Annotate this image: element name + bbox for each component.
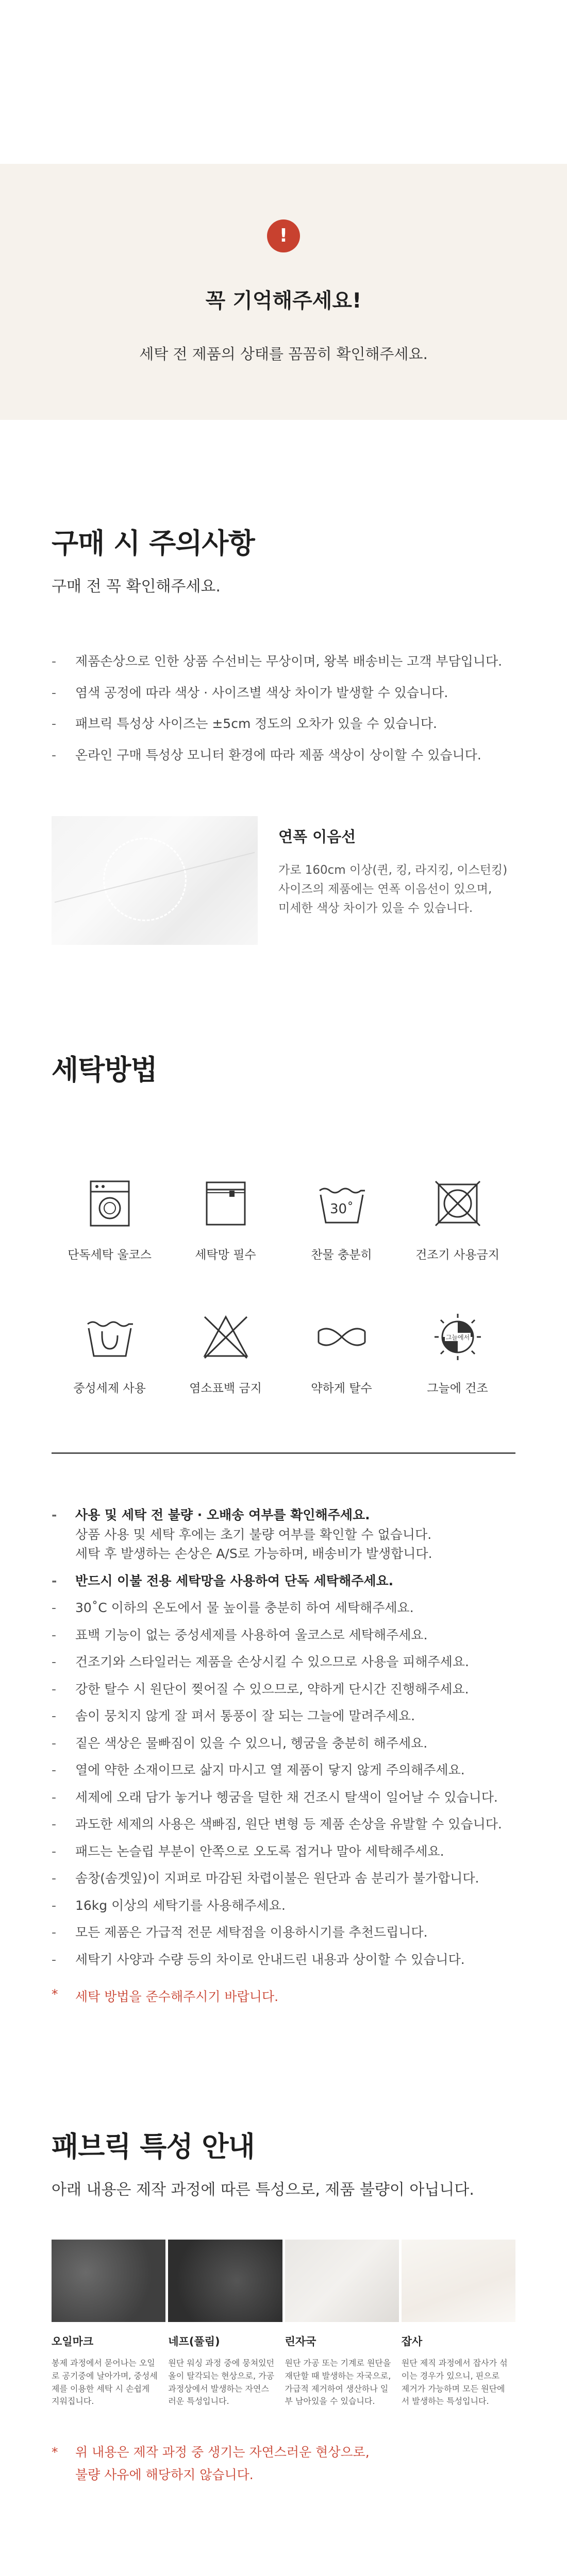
fabric-note-line: 위 내용은 제작 과정 중 생기는 자연스러운 현상으로, [75, 2445, 370, 2460]
list-item [52, 1842, 515, 1861]
notice-banner [0, 164, 567, 420]
care-icon-label: 염소표백 금지 [189, 1382, 262, 1395]
care-icon-cell [52, 1309, 168, 1396]
section-title: 구매 시 주의사항 [52, 527, 255, 560]
purchase-caution-section [0, 420, 567, 945]
no-bleach-icon [197, 1309, 254, 1365]
list-item-text: 과도한 세제의 사용은 색빠짐, 원단 변형 등 제품 손상을 유발할 수 있습니다. [75, 1817, 502, 1832]
purchase-caution-list [52, 652, 515, 765]
care-icon-cell [168, 1175, 284, 1262]
care-icon-label: 단독세탁 울코스 [68, 1248, 152, 1262]
seam-line-text: 가로 160cm 이상(퀸, 킹, 라지킹, 이스턴킹) [278, 863, 508, 877]
care-icon-cell [399, 1175, 515, 1262]
no-tumble-dry-icon [429, 1175, 486, 1232]
fabric-card-description: 원단 가공 또는 기계로 원단을 재단할 때 발생하는 자국으로, 가급적 제거하여 생산하나 일부 남아있을 수 있습니다. [285, 2358, 391, 2406]
list-item-text: 표백 기능이 없는 중성세제를 사용하여 울코스로 세탁해주세요. [75, 1627, 428, 1642]
care-icon-label: 약하게 탈수 [311, 1382, 372, 1395]
care-icon-label: 그늘에 건조 [427, 1382, 488, 1395]
notice-title: 꼭 기억해주세요! [205, 289, 362, 313]
laundry-net-icon [197, 1175, 254, 1232]
wash-30-icon [313, 1175, 370, 1232]
list-item [52, 1896, 515, 1916]
list-item-text: 열에 약한 소재이므로 삶지 마시고 열 제품이 닿지 않게 주의해주세요. [75, 1762, 465, 1777]
fabric-card-description: 원단 제직 과정에서 잡사가 섞이는 경우가 있으니, 핀으로 제거가 가능하며 모든 원단에서 발생하는 특성입니다. [401, 2358, 508, 2406]
exclamation-icon: ! [267, 219, 300, 252]
list-item [52, 1598, 515, 1618]
list-item: - 온라인 구매 특성상 모니터 환경에 따라 제품 색상이 상이할 수 있습니다. [52, 745, 515, 765]
section-title: 패브릭 특성 안내 [52, 2130, 255, 2163]
list-item-text: 솜창(솜겟잎)이 지퍼로 마감된 차렵이불은 원단과 솜 분리가 불가합니다. [75, 1871, 479, 1886]
care-icon-cell [52, 1175, 168, 1262]
fabric-card-title: 잡사 [401, 2335, 423, 2348]
list-item: - 제품손상으로 인한 상품 수선비는 무상이며, 왕복 배송비는 고객 부담입니다. [52, 652, 515, 671]
list-item-text: 사용 및 세탁 전 불량 · 오배송 여부를 확인해주세요. [75, 1507, 370, 1522]
care-icon-label: 건조기 사용금지 [415, 1248, 499, 1262]
seam-photo [52, 816, 258, 945]
care-icon-label: 찬물 충분히 [311, 1248, 372, 1262]
fabric-characteristics-section [0, 2005, 567, 2486]
list-item-text: 건조기와 스타일러는 제품을 손상시킬 수 있으므로 사용을 피해주세요. [75, 1654, 469, 1669]
fabric-card-description: 원단 워싱 과정 중에 뭉쳐있던 올이 탈각되는 현상으로, 가공 과정상에서 발생하는 자연스러운 특성입니다. [168, 2358, 275, 2406]
washing-note: * 세탁 방법을 준수해주시기 바랍니다. [52, 1987, 515, 2005]
care-icon-cell [399, 1309, 515, 1396]
list-item [52, 1625, 515, 1645]
list-item-text: 강한 탈수 시 원단이 찢어질 수 있으므로, 약하게 단시간 진행해주세요. [75, 1681, 469, 1697]
list-item [52, 1788, 515, 1807]
fabric-card [52, 2240, 165, 2408]
top-blank-area [0, 0, 567, 164]
oil-mark-photo [52, 2240, 165, 2322]
fabric-card-title: 네프(풀림) [168, 2335, 220, 2348]
list-item [52, 1869, 515, 1888]
seam-line-text: 미세한 색상 차이가 있을 수 있습니다. [278, 901, 473, 915]
care-icons-grid [52, 1175, 515, 1396]
list-item-text: 패드는 논슬립 부분이 안쪽으로 오도록 접거나 말아 세탁해주세요. [75, 1843, 444, 1859]
divider [52, 1452, 515, 1454]
fabric-card [168, 2240, 282, 2408]
list-item [52, 1815, 515, 1834]
stray-thread-photo [402, 2240, 515, 2322]
list-item-text: 짙은 색상은 물빠짐이 있을 수 있으니, 헹굼을 충분히 해주세요. [75, 1735, 428, 1751]
washing-machine-icon [81, 1175, 138, 1232]
list-item-text: 16kg 이상의 세탁기를 사용해주세요. [75, 1897, 286, 1913]
care-icon-label: 세탁망 필수 [195, 1248, 256, 1262]
fabric-note-line: 불량 사유에 해당하지 않습니다. [75, 2467, 254, 2482]
seam-line-text: 사이즈의 제품에는 연폭 이음선이 있으며, [278, 882, 492, 896]
notice-text: 세탁 전 제품의 상태를 꼼꼼히 확인해주세요. [139, 345, 428, 363]
list-item [52, 1706, 515, 1726]
shade-dry-text: 그늘에서 [445, 1334, 470, 1341]
section-subtitle: 아래 내용은 제작 과정에 따른 특성으로, 제품 불량이 아닙니다. [52, 2181, 474, 2199]
fabric-card-title: 린자국 [285, 2335, 316, 2348]
seam-title: 연폭 이음선 [278, 828, 356, 845]
fabric-note [52, 2441, 515, 2486]
seam-info [52, 816, 515, 945]
seam-description [278, 861, 507, 918]
fabric-card [402, 2240, 515, 2408]
list-item [52, 1571, 515, 1591]
washing-method-section [0, 945, 567, 2005]
care-icon-label: 중성세제 사용 [73, 1382, 146, 1395]
care-icon-cell [284, 1175, 399, 1262]
gentle-wring-icon [313, 1309, 370, 1365]
pin-mark-photo [285, 2240, 399, 2322]
shade-dry-icon [429, 1309, 486, 1365]
list-item-text: 30˚C 이하의 온도에서 물 높이를 충분히 하여 세탁해주세요. [75, 1600, 414, 1615]
fabric-cards [52, 2240, 515, 2408]
washing-instructions-list [52, 1505, 515, 1969]
list-item-text: 반드시 이불 전용 세탁망을 사용하여 단독 세탁해주세요. [75, 1573, 394, 1588]
wash-temperature-text: 30˚ [329, 1201, 354, 1217]
seam-highlight-circle [103, 838, 187, 921]
list-item-text: 세제에 오래 담가 놓거나 헹굼을 덜한 채 건조시 탈색이 일어날 수 있습니다. [75, 1789, 498, 1805]
section-subtitle: 구매 전 꼭 확인해주세요. [52, 578, 221, 596]
list-item-subtext: 세탁 후 발생하는 손상은 A/S로 가능하며, 배송비가 발생합니다. [75, 1546, 432, 1561]
list-item-text: 솜이 뭉치지 않게 잘 펴서 통풍이 잘 되는 그늘에 말려주세요. [75, 1708, 415, 1723]
list-item [52, 1505, 515, 1564]
care-icon-cell [284, 1309, 399, 1396]
list-item: - 패브릭 특성상 사이즈는 ±5cm 정도의 오차가 있을 수 있습니다. [52, 714, 515, 734]
neutral-detergent-icon [81, 1309, 138, 1365]
list-item [52, 1923, 515, 1942]
list-item-subtext: 상품 사용 및 세탁 후에는 초기 불량 여부를 확인할 수 없습니다. [75, 1527, 432, 1542]
list-item [52, 1652, 515, 1672]
list-item [52, 1760, 515, 1780]
fabric-card [285, 2240, 399, 2408]
fabric-card-title: 오일마크 [52, 2335, 94, 2348]
list-item-text: 세탁기 사양과 수량 등의 차이로 안내드린 내용과 상이할 수 있습니다. [75, 1952, 465, 1967]
list-item [52, 1680, 515, 1699]
list-item-text: 모든 제품은 가급적 전문 세탁점을 이용하시기를 추천드립니다. [75, 1925, 428, 1940]
nep-photo [168, 2240, 282, 2322]
list-item [52, 1950, 515, 1970]
list-item: - 염색 공정에 따라 색상 · 사이즈별 색상 차이가 발생할 수 있습니다. [52, 683, 515, 703]
seam-text [278, 816, 507, 945]
care-icon-cell [168, 1309, 284, 1396]
section-title: 세탁방법 [52, 1054, 157, 1086]
list-item [52, 1734, 515, 1753]
fabric-card-description: 봉제 과정에서 묻어나는 오일로 공기중에 날아가며, 중성세제를 이용한 세탁 시 손쉽게 지워집니다. [52, 2358, 158, 2406]
